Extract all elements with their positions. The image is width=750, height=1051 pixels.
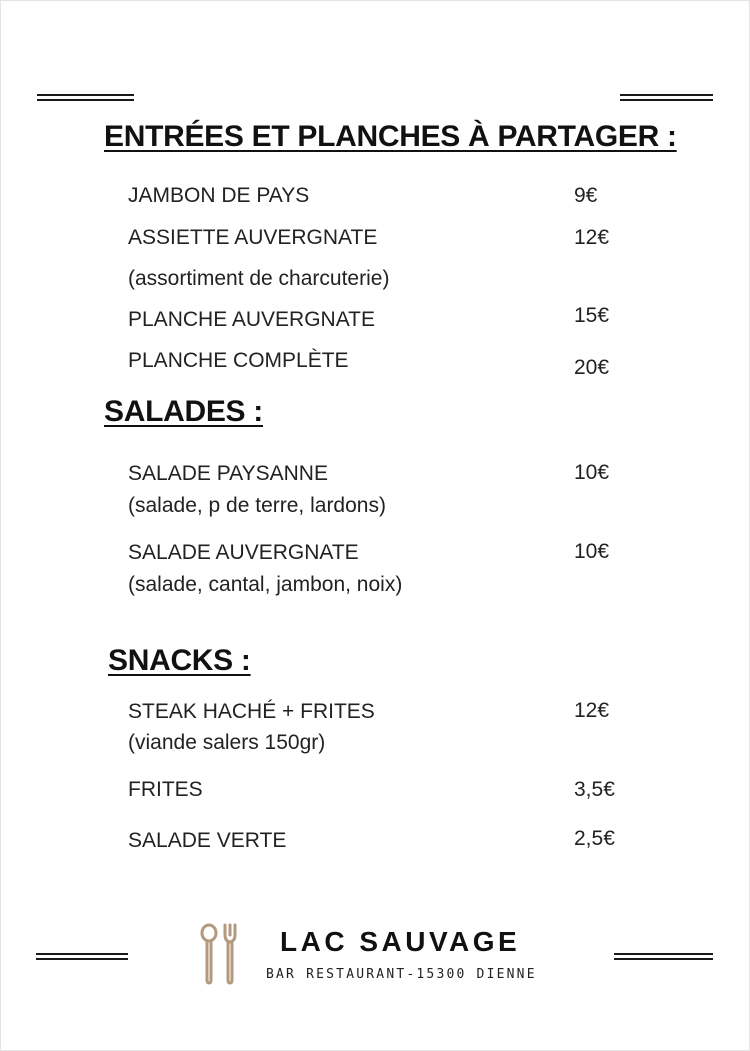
top-right-rule — [620, 94, 713, 96]
menu-item-price: 15€ — [574, 304, 610, 327]
menu-item-price: 20€ — [574, 356, 610, 379]
section-title-entrees: ENTRÉES ET PLANCHES À PARTAGER : — [104, 120, 677, 153]
brand-subtitle: BAR RESTAURANT-15300 DIENNE — [266, 967, 537, 982]
section-title-snacks: SNACKS : — [108, 644, 251, 677]
menu-item-name: ASSIETTE AUVERGNATE — [128, 226, 378, 249]
bottom-left-rule — [36, 953, 128, 955]
menu-item-price: 12€ — [574, 226, 610, 249]
menu-item-description: (viande salers 150gr) — [128, 731, 326, 754]
menu-item-description: (assortiment de charcuterie) — [128, 267, 390, 290]
menu-item-price: 10€ — [574, 540, 610, 563]
menu-item-description: (salade, cantal, jambon, noix) — [128, 573, 403, 596]
menu-item-name: PLANCHE COMPLÈTE — [128, 349, 349, 372]
menu-item-name: SALADE AUVERGNATE — [128, 541, 359, 564]
menu-item-price: 3,5€ — [574, 778, 615, 801]
brand-name: LAC SAUVAGE — [280, 926, 521, 957]
menu-item-name: PLANCHE AUVERGNATE — [128, 308, 376, 331]
menu-item-description: (salade, p de terre, lardons) — [128, 494, 386, 517]
section-title-salades: SALADES : — [104, 395, 263, 428]
bottom-right-rule — [614, 953, 713, 955]
menu-item-name: JAMBON DE PAYS — [128, 184, 310, 207]
menu-item-price: 2,5€ — [574, 827, 615, 850]
spoon-fork-icon — [198, 922, 242, 986]
menu-item-price: 10€ — [574, 461, 610, 484]
menu-item-price: 12€ — [574, 699, 610, 722]
menu-item-name: SALADE PAYSANNE — [128, 462, 328, 485]
menu-item-name: SALADE VERTE — [128, 829, 287, 852]
menu-item-name: FRITES — [128, 778, 203, 801]
menu-item-price: 9€ — [574, 184, 598, 207]
menu-item-name: STEAK HACHÉ + FRITES — [128, 700, 375, 723]
top-left-rule — [37, 94, 134, 96]
